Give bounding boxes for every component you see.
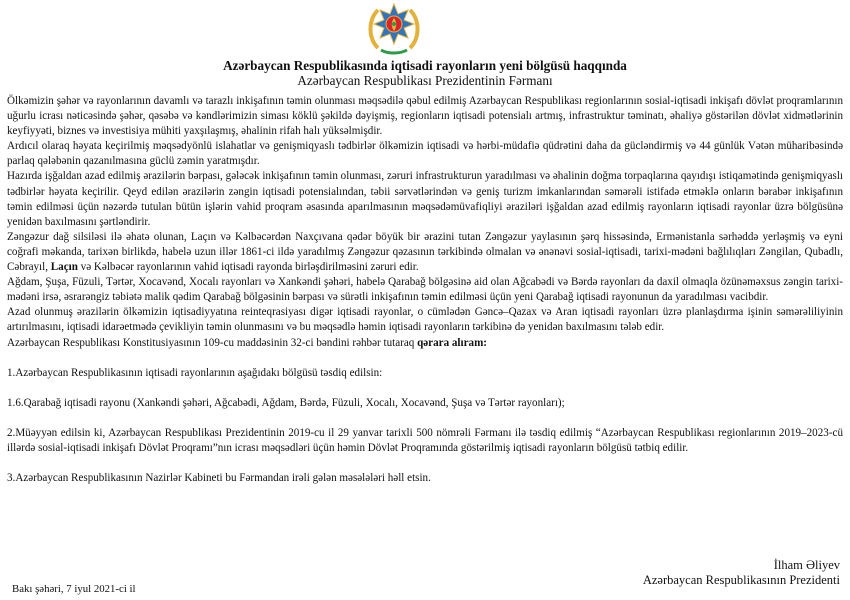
preamble-paragraph-3: Hazırda işğaldan azad edilmiş ərazilərin bərpası, gələcək inkişafının təmin olunması, zəruri infrastrukturun yaradılması və əhalinin doğma torpaqlarına qayıdışı istiqamətində genişmiqyaslı tədbirlər həyata keçirilir. Qeyd edilən ərazilərin zəngin iqtisadi potensialından, təbii sərvətlərindən və geniş turizm imkanlarından səmərəli istifadə etməklə onların bərabər inkişafının təmin edilməsi üçün nəzərdə tutulan bütün işlərin vahid proqram əsasında aparılmasının məqsədəmüvafiqliyi əraziləri işğaldan azad edilmiş rayonların iqtisadi rayonlar üzrə bölgüsünə yenidən baxılmasını şərtləndirir. [7, 170, 843, 228]
item-3: 3.Azərbaycan Respublikasının Nazirlər Kabineti bu Fərmandan irəli gələn məsələləri həll etsin. [7, 471, 431, 484]
item-1-6: 1.6.Qarabağ iqtisadi rayonu (Xankəndi şəhəri, Ağcabədi, Ağdam, Bərdə, Füzuli, Xocalı, Xocavənd, Şuşa və Tərtər rayonları); [7, 396, 565, 409]
zangezur-text-2: və Kəlbəcər rayonlarının vahid iqtisadi rayonda birləşdirilməsini zəruri edir. [80, 261, 419, 274]
emblem-wreath-right [410, 10, 418, 48]
constitution-paragraph [7, 336, 843, 351]
constitution-text: Azərbaycan Respublikası Konstitusiyasının 109-cu maddəsinin 32-ci bəndini rəhbər tutaraq [7, 336, 415, 349]
decree-subtitle: Azərbaycan Respublikası Prezidentinin Fərmanı [297, 73, 553, 88]
zangezur-bold-lachin: Laçın [50, 261, 78, 274]
signer-position: Azərbaycan Respublikasının Prezidenti [642, 573, 840, 587]
preamble-paragraph-1: Ölkəmizin şəhər və rayonlarının davamlı və tarazlı inkişafının təmin olunması məqsədilə qəbul edilmiş Azərbaycan Respublikası regionlarının sosial-iqtisadi inkişafı dövlət proqramlarının uğurlu icrası nəticəsində şəhər, qəsəbə və kəndlərimizin siması köklü şəkildə dəyişmiş, regionların iqtisadi potensialı artmış, infrastruktur təminatı, əhaliyə göstərilən dövlət xidmətlərinin keyfiyyəti, biznes və investisiya mühiti yaxşılaşmış, əhalinin rifah halı yüksəlmişdir. [7, 95, 843, 138]
coat-of-arms-emblem [364, 0, 424, 56]
decree-body [7, 94, 843, 486]
item-2: 2.Müəyyən edilsin ki, Azərbaycan Respublikası Prezidentinin 2019-cu il 29 yanvar tarixli 500 nömrəli Fərmanı ilə təsdiq edilmiş “Azərbaycan Respublikası regionlarının 2019–2023-cü illərdə sosial-iqtisadi inkişafı Dövlət Proqramı”nın icrası məqsədləri üçün həmin Dövlət Proqramında göstərilmiş iqtisadi rayonların bölgüsü tətbiq edilir. [7, 426, 843, 454]
place-and-date: Bakı şəhəri, 7 iyul 2021-ci il [12, 583, 136, 595]
signature-block [643, 558, 840, 588]
preamble-paragraph-2: Ardıcıl olaraq həyata keçirilmiş məqsədyönlü islahatlar və genişmiqyaslı tədbirlər ölkəmizin iqtisadi və hərbi-müdafiə qüdrətini daha da gücləndirmiş və 44 günlük Vətən müharibəsində parlaq qələbənin qazanılmasına güclü zəmin yaratmışdır. [7, 140, 843, 168]
signer-name: İlham Əliyev [773, 558, 840, 572]
zangezur-text-1: Zəngəzur dağ silsiləsi ilə əhatə olunan, Laçın və Kəlbəcərdən Naxçıvana qədər böyük bir ərazini tutan Zəngəzur yaylasının şərq hissəsində, Ermənistanla sərhəddə yerləşmiş və eyni coğrafi məkanda, tarixən birlikdə, habelə uzun illər 1861-ci ildə yaradılmış Zəngəzur qəzasının tərkibində olmalan və ənənəvi sosial-iqtisadi, tarixi-mədəni bağlılıqları Zəngilan, Qubadlı, Cəbrayıl, [7, 230, 843, 274]
reintegration-paragraph: Azad olunmuş ərazilərin ölkəmizin iqtisadiyyatına reinteqrasiyası digər iqtisadi rayonlar, o cümlədən Gəncə–Qazax və Aran iqtisadi rayonları üzrə planlaşdırma işinin səmərəliliyinin artırılmasını, iqtisadi idarəetmədə çevikliyin təmin olunmasını və bu məqsədlə həmin iqtisadi rayonların tərkibinə də yenidən baxılmasını tələb edir. [7, 306, 843, 334]
item-1: 1.Azərbaycan Respublikasının iqtisadi rayonlarının aşağıdakı bölgüsü təsdiq edilsin: [7, 366, 383, 379]
emblem-wreath-left [371, 10, 379, 48]
zangezur-paragraph [7, 230, 843, 275]
karabakh-paragraph: Ağdam, Şuşa, Füzuli, Tərtər, Xocavənd, Xocalı rayonları və Xankəndi şəhəri, habelə Qarabağ bölgəsinə aid olan Ağcabədi və Bərdə rayonları da daxil olmaqla özünəməxsus zəngin tarixi-mədəni irsə, əsrarəngiz təbiətə malik qədim Qarabağ bölgəsinin bərpası və sürətli inkişafının təmin edilməsi üçün yeni Qarabağ iqtisadi rayonunun da yaradılması vacibdir. [7, 276, 843, 304]
decision-bold: qərara alıram: [417, 336, 488, 349]
decree-title: Azərbaycan Respublikasında iqtisadi rayonların yeni bölgüsü haqqında [223, 58, 627, 73]
